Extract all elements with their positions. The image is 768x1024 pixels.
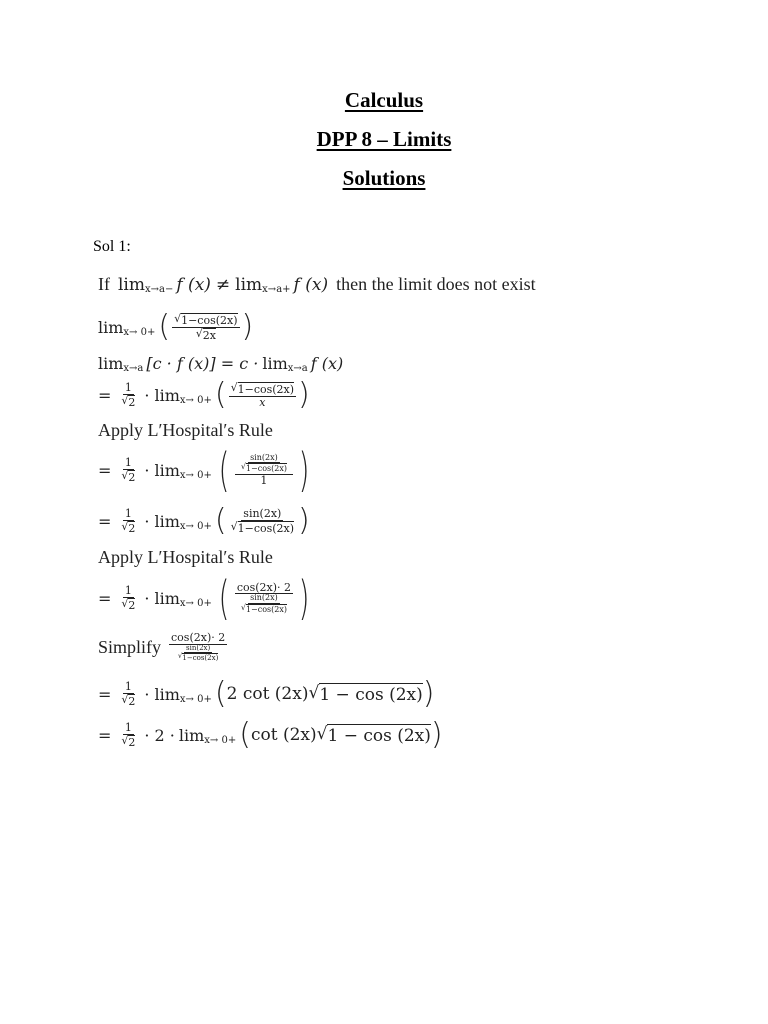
function-expr: f (x) (293, 274, 329, 295)
step-derivative-2: = 1 √ 2 · lim x→ 0+ ( cos(2x)· 2 sin(2x) √ 1−cos(2x) ) (98, 571, 310, 625)
nested-fraction: cos(2x)· 2 sin(2x) √ 1−cos(2x) (171, 631, 226, 662)
lim-symbol: lim (154, 460, 180, 480)
lim-symbol: lim (235, 274, 263, 295)
function-expr: f (x) (310, 354, 344, 373)
left-paren: ( (158, 309, 171, 344)
document-subtitle: DPP 8 – Limits (316, 127, 452, 151)
solution-label: Sol 1: (93, 238, 131, 255)
lim-symbol: lim (178, 725, 205, 745)
lim-symbol: lim (154, 385, 180, 405)
lim-subscript: x→a+ (262, 284, 291, 295)
lim-subscript: x→ 0+ (123, 326, 156, 338)
nested-fraction: cos(2x)· 2 sin(2x) √ 1−cos(2x) (236, 580, 292, 614)
step-simplified-1: = 1 √ 2 · lim x→ 0+ ( sin(2x) √ 1−cos(2x) ) (98, 503, 310, 538)
one-over-sqrt2: 1 √ 2 (121, 679, 136, 708)
lim-subscript: x→ 0+ (179, 693, 212, 705)
lim-symbol: lim (98, 354, 124, 373)
lim-symbol: lim (118, 274, 145, 295)
step-constant-rule (98, 354, 343, 373)
lim-symbol: lim (154, 511, 180, 531)
condition-text: then the limit does not exist (336, 274, 536, 294)
lim-symbol: lim (98, 317, 124, 337)
step-apply-lhospital-2: Apply L′Hospital′s Rule (98, 547, 273, 567)
lim-subscript: x→a− (145, 284, 174, 295)
lim-subscript: x→ 0+ (179, 597, 212, 609)
lim-subscript: x→ 0+ (204, 734, 237, 746)
sqrt-radicand: 2x (202, 328, 216, 342)
step-simplify: Simplify cos(2x)· 2 sin(2x) √ 1−cos(2x) (98, 631, 226, 662)
rule-lhs: [c · f (x)] = c · (146, 354, 259, 373)
fraction: √ 1−cos(2x) √ 2x (174, 311, 238, 342)
document-heading: Solutions (342, 166, 426, 190)
neq-symbol: ≠ (215, 274, 231, 295)
one-over-sqrt2: 1 √ 2 (121, 455, 136, 484)
one-over-sqrt2: 1 √ 2 (121, 583, 136, 612)
step-factor-out: = 1 √ 2 · lim x→ 0+ ( √ 1−cos(2x) x ) (98, 377, 310, 412)
lim-symbol: lim (262, 354, 288, 373)
lim-subscript: x→a (123, 363, 144, 374)
nested-fraction: sin(2x) √ 1−cos(2x) 1 (235, 454, 293, 486)
step-derivative-1: = 1 √ 2 · lim x→ 0+ ( sin(2x) √ 1−cos(2x) 1 ) (98, 443, 310, 497)
step-final: = 1 √ 2 · 2 · lim x→ 0+ ( cot (2x) √ 1 − cos (2x) ) (98, 717, 443, 752)
lim-subscript: x→ 0+ (179, 469, 212, 481)
one-over-sqrt2: 1 √ 2 (121, 720, 136, 749)
step-original-limit (98, 309, 254, 344)
step-apply-lhospital-1: Apply L′Hospital′s Rule (98, 420, 273, 440)
fraction: sin(2x) √ 1−cos(2x) (230, 506, 295, 535)
lim-subscript: x→ 0+ (179, 394, 212, 406)
right-paren: ) (241, 309, 254, 344)
step-condition (98, 274, 536, 295)
fraction: √ 1−cos(2x) x (230, 380, 295, 409)
sqrt-radicand: 1−cos(2x) (181, 313, 238, 327)
step-cot-form: = 1 √ 2 · lim x→ 0+ ( 2 cot (2x) √ 1 − cos (2x) ) (98, 676, 435, 711)
function-expr: f (x) (176, 274, 211, 295)
document-title: Calculus (344, 88, 424, 112)
lim-symbol: lim (154, 588, 180, 608)
one-over-sqrt2: 1 √ 2 (121, 380, 136, 409)
one-over-sqrt2: 1 √ 2 (121, 506, 136, 535)
lim-subscript: x→a (287, 363, 308, 374)
lim-subscript: x→ 0+ (179, 520, 212, 532)
lim-symbol: lim (154, 684, 180, 704)
if-word: If (98, 274, 110, 294)
